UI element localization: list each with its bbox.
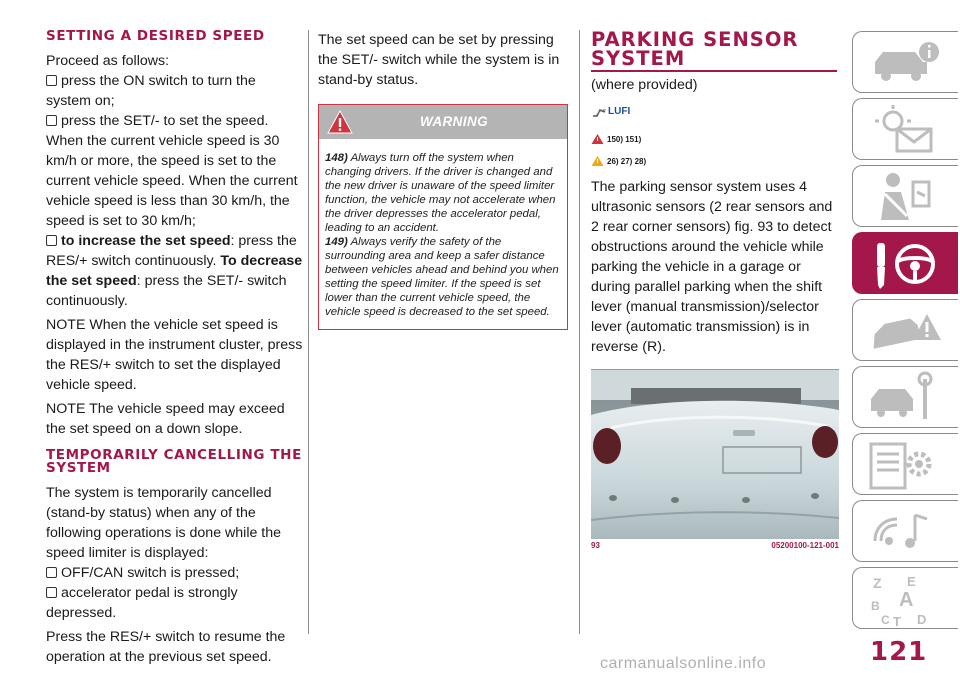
column-parking-sensor <box>591 30 839 550</box>
bullet-item: OFF/CAN switch is pressed; <box>46 563 304 583</box>
svg-text:B: B <box>871 599 880 613</box>
svg-text:D: D <box>917 612 927 627</box>
tab-technical-data[interactable] <box>852 433 958 495</box>
parking-sensor-body: The parking sensor system uses 4 ultrasonic sensors (2 rear sensors and 2 rear corner sensors) fig. 93 to detect obstructions around the vehicle while parking the vehicle in a garage or during parallel parking when the shift lever (manual transmission)/selector lever (automatic transmission) is in reverse (R). <box>591 179 833 355</box>
checkbox-bullet-icon <box>46 75 57 86</box>
tab-safety[interactable] <box>852 165 958 227</box>
checkbox-bullet-icon <box>46 235 57 246</box>
lufi-badge-icon <box>591 100 637 122</box>
chapter-tabs <box>852 31 960 634</box>
checkbox-bullet-icon <box>46 567 57 578</box>
warning-lights-icon <box>853 99 959 161</box>
heading-rule <box>591 70 837 72</box>
increase-decrease-paragraph: to increase the set speed: press the RES/+ switch continuously. To decrease the set speed: press the SET/- switch continuously. <box>46 233 303 309</box>
emergency-car-icon <box>853 300 959 362</box>
warning-header <box>319 105 567 139</box>
where-provided: (where provided) <box>591 77 698 93</box>
warning-text: Always verify the safety of the surrounding area and keep a safer distance between vehicles ahead and behind you when setting the speed limiter. If the speed is set lower than the current vehicle speed, the vehicle speed is decreased to the set speed. <box>325 236 559 318</box>
figure-car-rear-photo <box>591 369 839 539</box>
resume-paragraph: Press the RES/+ switch to resume the operation at the previous set speed. <box>46 629 286 665</box>
page-number: 121 <box>870 637 928 667</box>
car-rear-photo-icon <box>591 370 839 539</box>
svg-text:A: A <box>899 589 914 611</box>
warning-refs: 150) 151) <box>591 133 839 145</box>
warning-body <box>319 139 567 329</box>
figure-code: 05200100-121-001 <box>771 541 839 550</box>
warning-ref: 149) <box>325 236 348 248</box>
caution-triangle-icon <box>591 155 604 167</box>
tab-emergency[interactable] <box>852 299 958 361</box>
heading-setting-speed: SETTING A DESIRED SPEED <box>46 28 265 44</box>
checkbox-bullet-icon <box>46 587 57 598</box>
caution-refs: 26) 27) 28) <box>591 155 839 167</box>
column-divider <box>308 30 309 634</box>
spec-gear-icon <box>853 434 959 496</box>
tab-lights-messages[interactable] <box>852 98 958 160</box>
warning-title: WARNING <box>419 114 489 129</box>
watermark: carmanualsonline.info <box>600 655 767 672</box>
step-item: press the SET/- to set the speed. <box>46 111 304 131</box>
column-divider <box>579 30 580 634</box>
steering-wheel-key-icon <box>853 233 959 295</box>
checkbox-bullet-icon <box>46 115 57 126</box>
warning-text: Always turn off the system when changing drivers. If the driver is changed and the new driver is unaware of the speed limiter function, the vehicle may not accelerate when the driver depresses the accelerator pedal, leading to an accident. <box>325 152 556 234</box>
column-warning <box>318 30 568 330</box>
svg-text:LUFI: LUFI <box>608 106 631 117</box>
step-item: press the ON switch to turn the system on; <box>46 73 256 109</box>
standby-paragraph: The set speed can be set by pressing the SET/- switch while the system is in stand-by status. <box>318 32 560 88</box>
figure-number: 93 <box>591 541 600 550</box>
tab-maintenance[interactable] <box>852 366 958 428</box>
cancel-intro: The system is temporarily cancelled (stand-by status) when any of the following operations is done while the speed limiter is displayed: <box>46 485 282 561</box>
svg-text:T: T <box>893 614 901 629</box>
seat-belt-icon <box>853 166 959 228</box>
bullet-item: accelerator pedal is strongly depressed. <box>46 585 238 621</box>
multimedia-icon <box>853 501 959 563</box>
tab-car-info[interactable] <box>852 31 958 93</box>
alphabet-index-icon <box>853 568 959 630</box>
svg-text:E: E <box>907 574 916 589</box>
heading-cancel-system: TEMPORARILY CANCELLING THE SYSTEM <box>46 447 302 476</box>
warning-ref: 148) <box>325 152 348 164</box>
svg-text:C: C <box>881 613 890 627</box>
heading-parking-sensor: PARKING SENSOR SYSTEM <box>591 28 799 70</box>
figure-caption <box>591 541 839 550</box>
column-speed-limiter <box>46 30 304 671</box>
note-paragraph: NOTE When the vehicle set speed is displayed in the instrument cluster, press the RES/+ switch to set the displayed vehicle speed. <box>46 317 303 393</box>
svg-text:Z: Z <box>873 575 882 591</box>
warning-triangle-icon <box>591 133 604 145</box>
tab-multimedia[interactable] <box>852 500 958 562</box>
note-paragraph: NOTE The vehicle speed may exceed the set speed on a down slope. <box>46 401 285 437</box>
speed-set-paragraph: When the current vehicle speed is 30 km/h or more, the speed is set to the current vehicle speed. When the current vehicle speed is less than 30 km/h, the speed is set to 30 km/h; <box>46 133 298 229</box>
tab-starting-driving[interactable] <box>852 232 958 294</box>
lufi-badge <box>591 100 839 127</box>
warning-box <box>318 104 568 330</box>
car-wrench-icon <box>853 367 959 429</box>
intro-text: Proceed as follows: <box>46 53 170 69</box>
tab-index[interactable] <box>852 567 958 629</box>
car-info-icon <box>853 32 959 94</box>
